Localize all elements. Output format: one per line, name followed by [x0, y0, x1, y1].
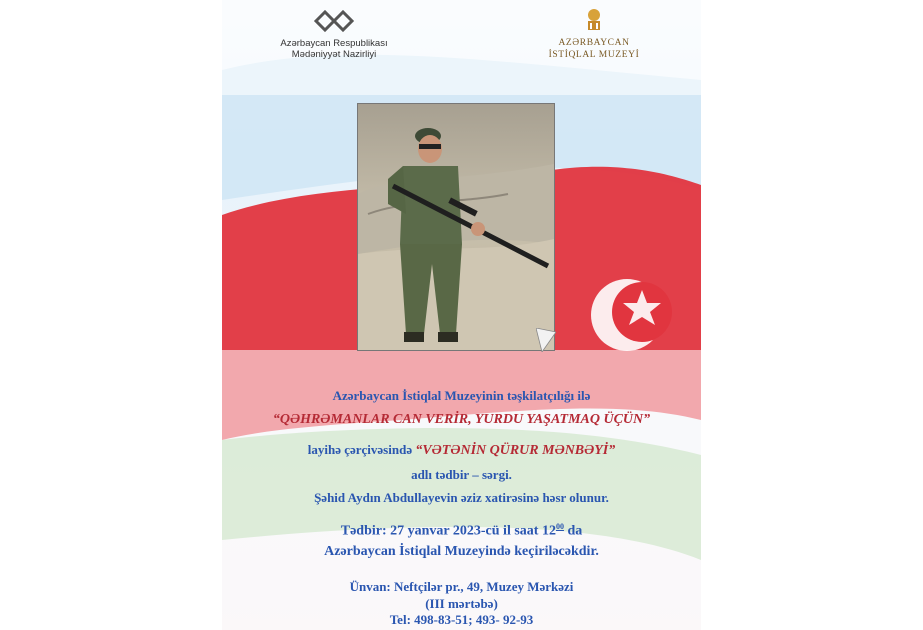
dedication-line: Şəhid Aydın Abdullayevin əziz xatirəsinə həsr olunur.: [314, 490, 609, 505]
museum-emblem-icon: [583, 6, 605, 32]
museum-name-line2: İSTİQLAL MUZEYİ: [548, 50, 640, 60]
event-title-prefix: layihə çərçivəsində: [307, 442, 416, 457]
event-poster: [222, 0, 701, 630]
museum-logo: [540, 6, 648, 61]
event-date-prefix: Tədbir: 27 yanvar 2023-cü il saat 12: [340, 523, 556, 539]
organizer-line: Azərbaycan İstiqlal Muzeyinin təşkilatçılığı ilə: [332, 388, 591, 403]
floor-line: (III mərtəbə): [425, 596, 498, 611]
soldier-photo: [357, 103, 555, 351]
ministry-name-line1: Azərbaycan Respublikası: [280, 38, 388, 49]
event-type-line: adlı tədbir – sərgi.: [411, 467, 512, 482]
event-time-minutes: 00: [555, 522, 564, 531]
museum-name-line1: AZƏRBAYCAN: [558, 38, 630, 48]
event-title: “VƏTƏNİN QÜRUR MƏNBƏYİ”: [415, 443, 616, 458]
event-date-suffix: da: [563, 523, 583, 539]
page-curl-decoration: [536, 328, 556, 352]
ministry-emblem-icon: [310, 4, 358, 38]
phone-line: Tel: 498-83-51; 493- 92-93: [389, 612, 534, 627]
event-title-line: [222, 441, 701, 459]
ministry-name-line2: Mədəniyyət Nazirliyi: [291, 49, 377, 60]
event-venue-line: Azərbaycan İstiqlal Muzeyində keçiriləcəkdir.: [324, 544, 599, 559]
project-title: “QƏHRƏMANLAR CAN VERİR, YURDU YAŞATMAQ ÜÇÜN”: [272, 412, 651, 427]
event-date-line: [222, 522, 701, 540]
ministry-logo: [264, 4, 404, 60]
address-line: Ünvan: Neftçilər pr., 49, Muzey Mərkəzi: [349, 579, 574, 594]
